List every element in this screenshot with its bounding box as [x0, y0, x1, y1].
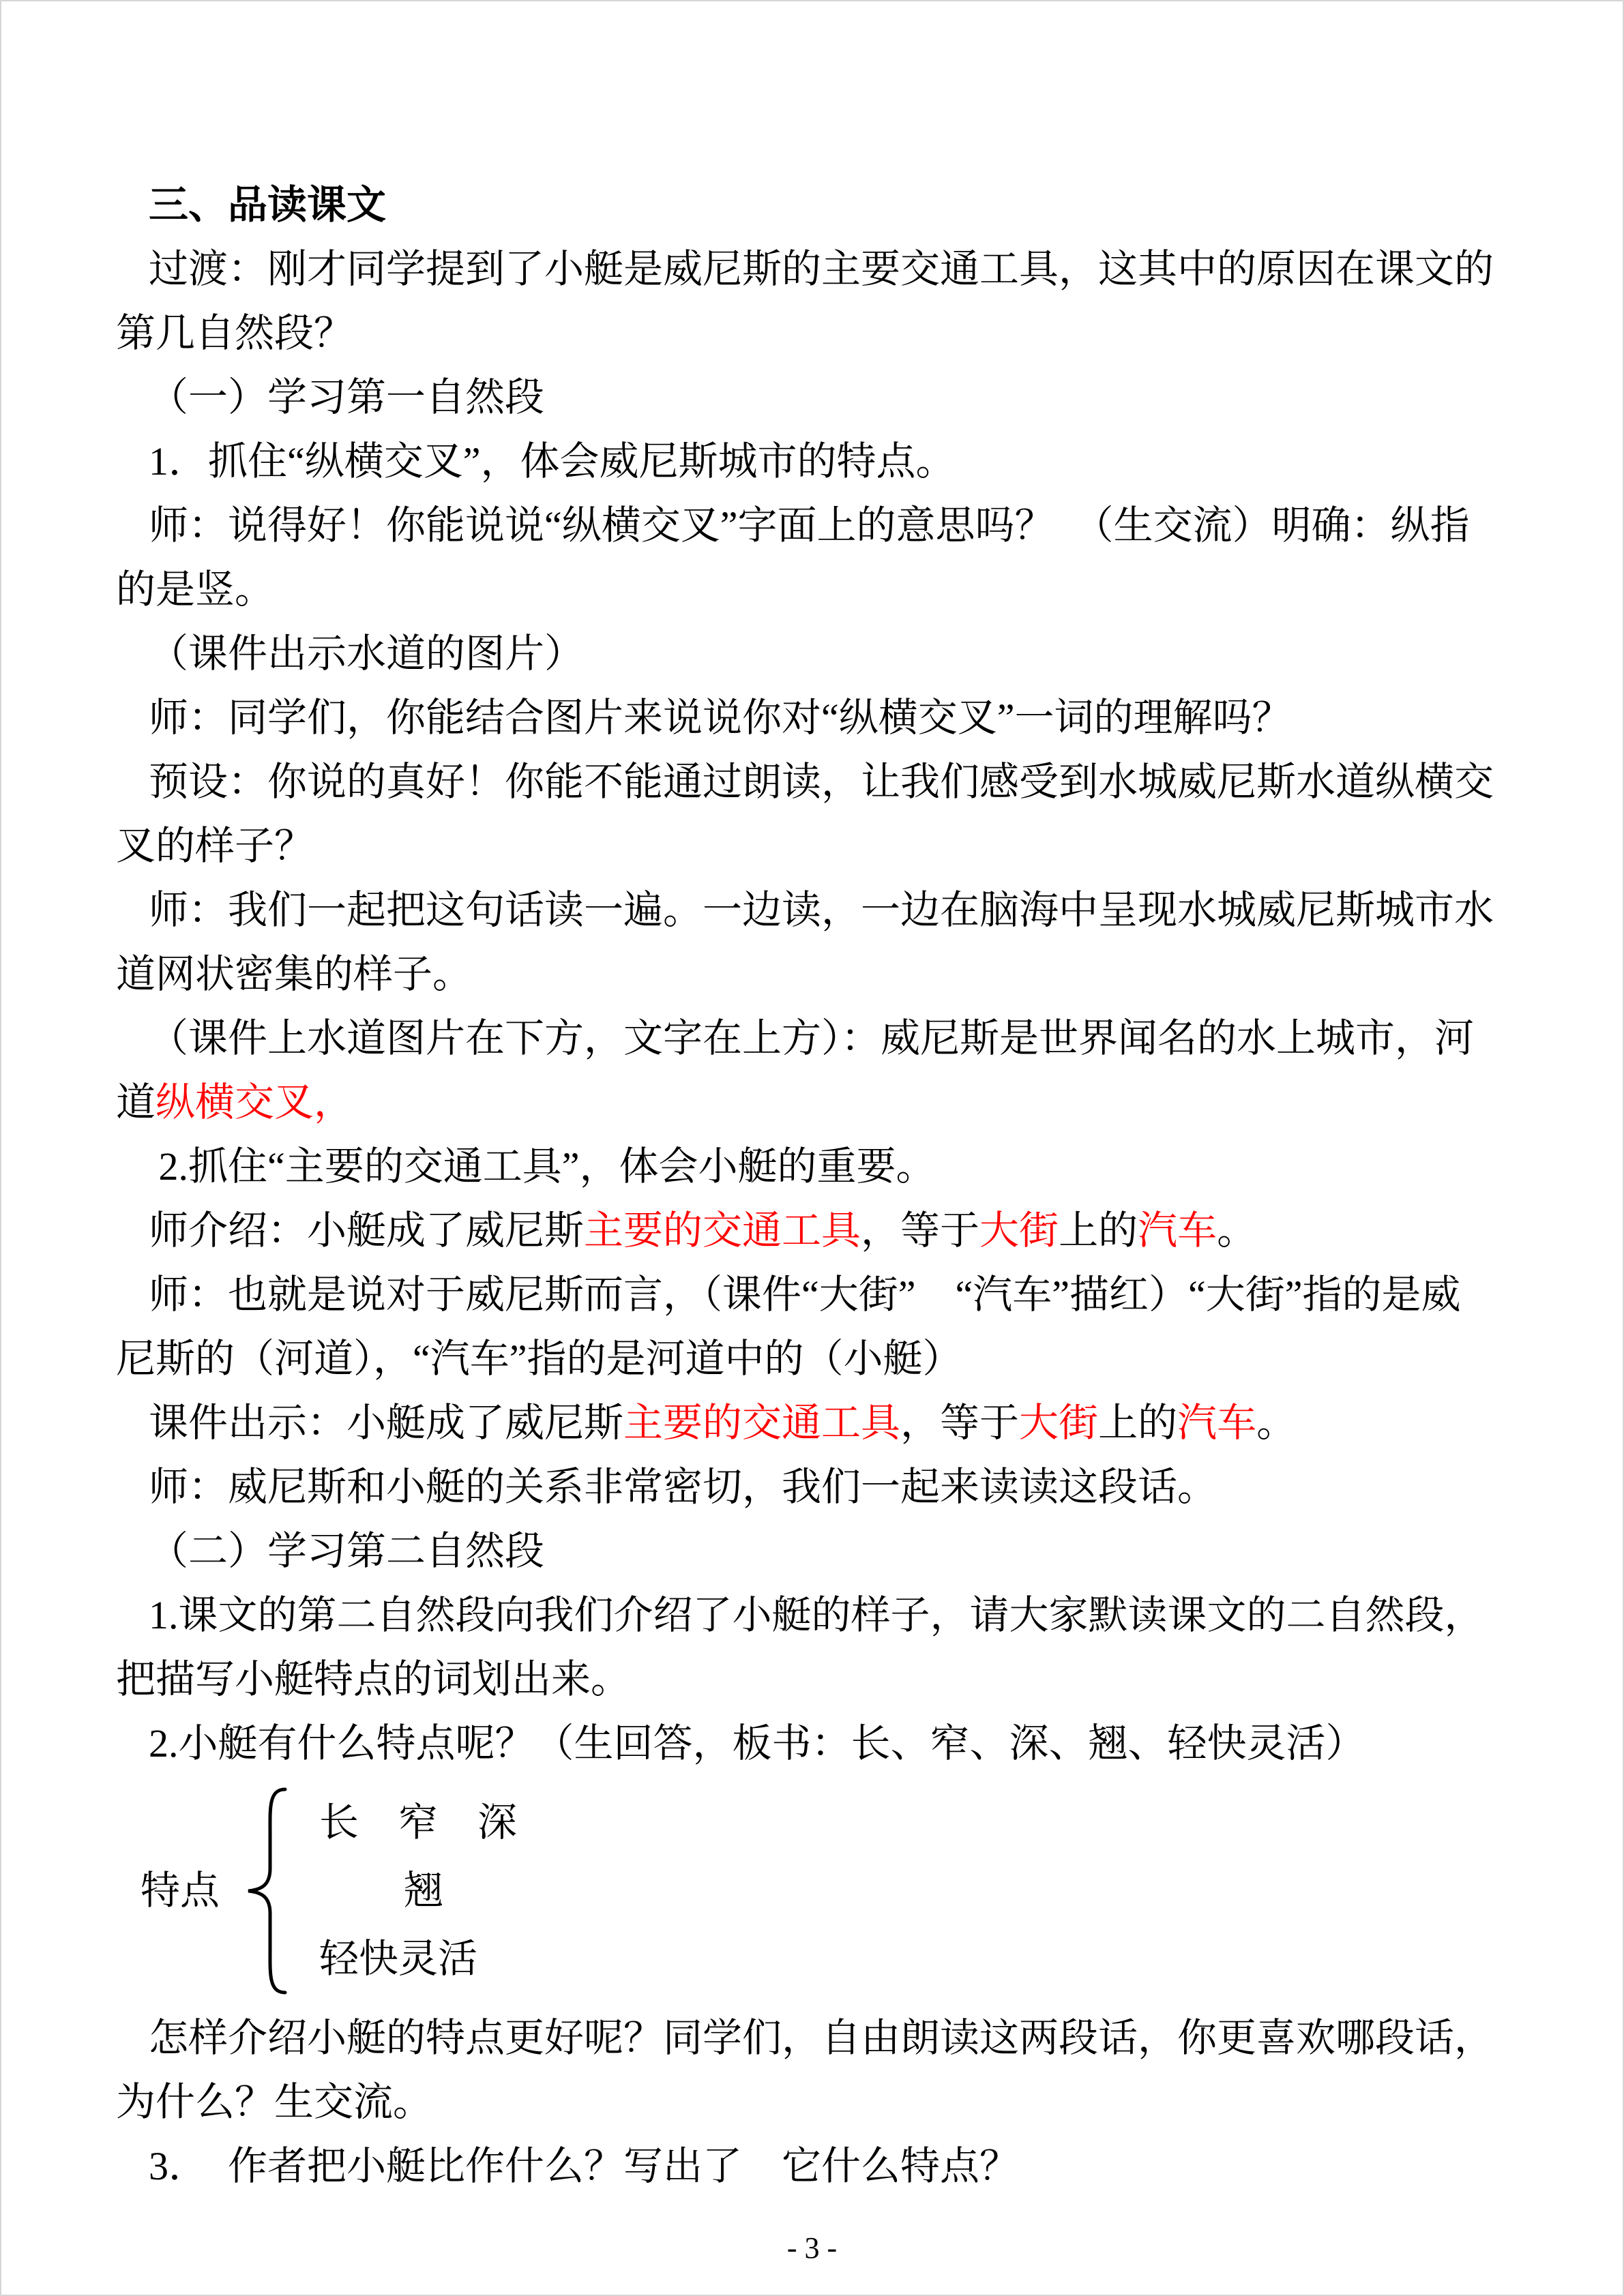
paragraph-text: 3． 作者把小艇比作什么？写出了 它什么特点？: [149, 2144, 1020, 2188]
highlight-main-transport: 主要的交通工具: [623, 1401, 901, 1445]
heading-section-two: [116, 1519, 1496, 1583]
paragraph-text: 师：威尼斯和小艇的关系非常密切，我们一起来读读这段话。: [149, 1465, 1217, 1509]
paragraph-text: 师：我们一起把这句话读一遍。一边读，一边在脑海中呈现水城威尼斯城市水道网状密集的样子。: [116, 888, 1494, 996]
paragraph-discussion: [116, 2006, 1496, 2134]
highlight-street: 大街: [1019, 1401, 1099, 1445]
paragraph-transition: [116, 237, 1496, 366]
paragraph-text: 上的: [1098, 1401, 1178, 1445]
paragraph-question-3: [116, 2134, 1496, 2198]
paragraph-text: （课件上水道图片在下方，文字在上方）：威尼斯是世界闻名的水上城市，河道: [116, 1016, 1475, 1124]
title-text: 三、品读课文: [149, 183, 387, 227]
paragraph-point-1: [116, 430, 1496, 494]
page-footer: [1, 2232, 1623, 2265]
highlight-car: 汽车: [1177, 1401, 1257, 1445]
paragraph-text: 2.小艇有什么特点呢？（生回答，板书：长、窄、深、翘、轻快灵活）: [149, 1721, 1365, 1765]
paragraph-text: ，等于: [900, 1401, 1020, 1445]
paragraph-point-2: [116, 1135, 1496, 1199]
paragraph-courseware-quote-1: [116, 1007, 1496, 1135]
paragraph-text: 2.抓住“主要的交通工具”，体会小艇的重要。: [149, 1144, 936, 1189]
paragraph-teacher-2: [116, 686, 1496, 750]
paragraph-teacher-intro: [116, 1199, 1496, 1263]
diagram-line-long-narrow-deep: 长 窄 深: [319, 1800, 518, 1845]
paragraph-text: 师介绍：小艇成了威尼斯: [149, 1208, 585, 1253]
paragraph-text: 师：说得好！你能说说“纵横交叉”字面上的意思吗？ （生交流）明确：纵指的是竖。: [116, 503, 1470, 612]
heading-section-one: [116, 366, 1496, 430]
paragraph-text: 。: [1256, 1401, 1297, 1445]
paragraph-teacher-4: [116, 1263, 1496, 1391]
paragraph-text: 1．抓住“纵横交叉”，体会威尼斯城市的特点。: [149, 439, 956, 483]
paragraph-text: （课件出示水道的图片）: [149, 631, 585, 676]
diagram-lines: [319, 1789, 517, 1993]
paragraph-text: （二）学习第二自然段: [149, 1529, 545, 1573]
highlight-main-transport: 主要的交通工具: [584, 1208, 861, 1253]
paragraph-preset: [116, 750, 1496, 878]
paragraph-teacher-1: [116, 494, 1496, 622]
paragraph-courseware-quote-2: [116, 1391, 1496, 1455]
curly-brace: [243, 1785, 291, 1997]
paragraph-text: 1.课文的第二自然段向我们介绍了小艇的样子，请大家默读课文的二自然段，把描写小艇特点的词划出来。: [116, 1593, 1484, 1701]
paragraph-text: 怎样介绍小艇的特点更好呢？同学们，自由朗读这两段话，你更喜欢哪段话，为什么？生交流。: [116, 2016, 1494, 2124]
paragraph-text: ，等于: [861, 1208, 980, 1253]
page-number: - 3 -: [786, 2231, 838, 2265]
highlight-street: 大街: [979, 1208, 1059, 1253]
paragraph-text: 过渡：刚才同学提到了小艇是威尼斯的主要交通工具，这其中的原因在课文的第几自然段？: [116, 247, 1494, 355]
paragraph-text: 上的: [1059, 1208, 1138, 1253]
document-content: [1, 1, 1623, 2198]
paragraph-text: 师：同学们，你能结合图片来说说你对“纵横交叉”一词的理解吗？: [149, 696, 1292, 740]
paragraph-text: 课件出示：小艇成了威尼斯: [149, 1401, 624, 1445]
highlight-zongheng-jiaocha: 纵横交叉，: [156, 1080, 354, 1124]
highlight-car: 汽车: [1138, 1208, 1217, 1253]
diagram-label: 特点: [141, 1868, 220, 1913]
paragraph-text: 师：也就是说对于威尼斯而言，（课件“大街” “汽车”描红）“大街”指的是威尼斯的（河道），“汽车”指的是河道中的（小艇）: [116, 1272, 1461, 1381]
paragraph-task-2: [116, 1712, 1496, 1776]
characteristics-diagram: [141, 1785, 1496, 1997]
paragraph-text: （一）学习第一自然段: [149, 375, 545, 419]
paragraph-teacher-5: [116, 1455, 1496, 1519]
paragraph-text: 预设：你说的真好！你能不能通过朗读，让我们感受到水城威尼斯水道纵横交叉的样子？: [116, 760, 1494, 868]
diagram-line-upturned: 翘: [404, 1868, 444, 1913]
paragraph-teacher-3: [116, 878, 1496, 1007]
page-title: [116, 173, 1496, 237]
diagram-line-agile: 轻快灵活: [319, 1937, 478, 1981]
paragraph-task-1: [116, 1583, 1496, 1712]
paragraph-courseware-note-1: [116, 622, 1496, 686]
paragraph-text: 。: [1217, 1208, 1257, 1253]
